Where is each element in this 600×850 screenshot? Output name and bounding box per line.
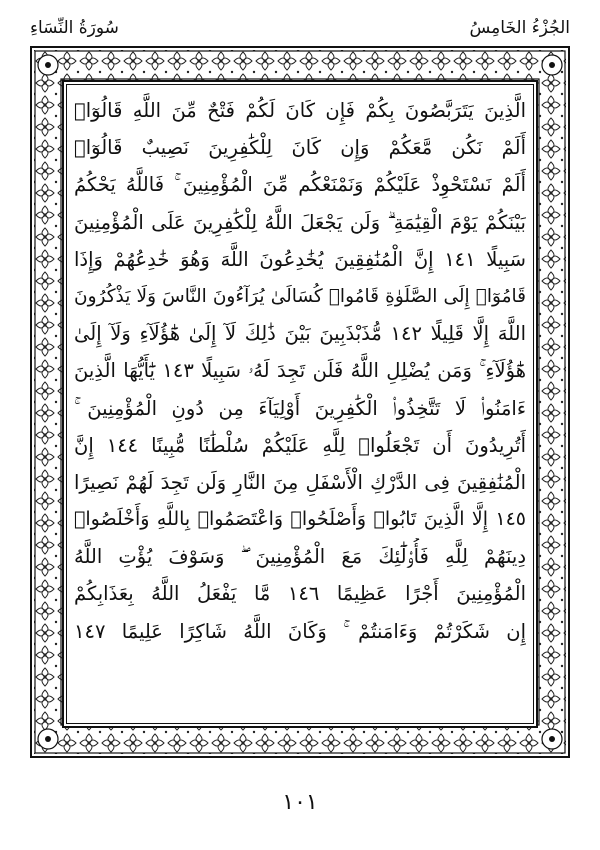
text-line: أَتُرِيدُونَ أَن تَجْعَلُوا۟ لِلَّهِ عَلَيْكُمْ سُلْطَٰنًا مُّبِينًا ١٤٤ إِنَّ	[74, 433, 526, 457]
juz-name: الجُزْءُ الخَامِسُ	[469, 18, 570, 38]
text-line: إِن شَكَرْتُمْ وَءَامَنتُمْ ۚ وَكَانَ اللَّهُ شَاكِرًا عَلِيمًا ١٤٧	[74, 619, 526, 643]
text-line: ءَامَنُوا۟ لَا تَتَّخِذُوا۟ الْكَٰفِرِينَ أَوْلِيَآءَ مِن دُونِ الْمُؤْمِنِينَ ۚ	[74, 396, 526, 420]
surah-name: سُورَةُ النِّسَاءِ	[30, 18, 119, 38]
text-line: أَلَمْ نَسْتَحْوِذْ عَلَيْكُمْ وَنَمْنَعْكُم مِّنَ الْمُؤْمِنِينَ ۚ فَاللَّهُ يَحْكُمُ	[74, 173, 526, 197]
text-line: بَيْنَكُمْ يَوْمَ الْقِيَٰمَةِ ۗ وَلَن يَجْعَلَ اللَّهُ لِلْكَٰفِرِينَ عَلَى الْمُؤْمِنِينَ	[74, 210, 526, 234]
quran-text-block	[74, 92, 526, 724]
text-line: الَّذِينَ يَتَرَبَّصُونَ بِكُمْ فَإِن كَانَ لَكُمْ فَتْحٌ مِّنَ اللَّهِ قَالُوٓا۟	[74, 99, 526, 122]
text-line: هَٰٓؤُلَآءِ ۚ وَمَن يُضْلِلِ اللَّهُ فَلَن تَجِدَ لَهُۥ سَبِيلًا ١٤٣ يَٰٓأَيُّهَا الَّذِينَ	[74, 359, 526, 383]
page-header	[30, 18, 570, 42]
text-line: دِينَهُمْ لِلَّهِ فَأُو۟لَٰٓئِكَ مَعَ الْمُؤْمِنِينَ ۖ وَسَوْفَ يُؤْتِ اللَّهُ	[74, 545, 526, 569]
text-line: أَلَمْ نَكُن مَّعَكُمْ وَإِن كَانَ لِلْكَٰفِرِينَ نَصِيبٌ قَالُوٓا۟	[74, 136, 526, 160]
text-line: الْمُؤْمِنِينَ أَجْرًا عَظِيمًا ١٤٦ مَّا يَفْعَلُ اللَّهُ بِعَذَابِكُمْ	[74, 582, 526, 606]
text-line: الْمُنَٰفِقِينَ فِى الدَّرْكِ الْأَسْفَلِ مِنَ النَّارِ وَلَن تَجِدَ لَهُمْ نَصِيرًا	[74, 470, 526, 494]
text-line: سَبِيلًا ١٤١ إِنَّ الْمُنَٰفِقِينَ يُخَٰدِعُونَ اللَّهَ وَهُوَ خَٰدِعُهُمْ وَإِذَا	[74, 247, 526, 271]
text-line: اللَّهَ إِلَّا قَلِيلًا ١٤٢ مُّذَبْذَبِينَ بَيْنَ ذَٰلِكَ لَآ إِلَىٰ هَٰٓؤُلَآءِ وَلَآ إِلَىٰ	[74, 322, 526, 346]
text-line: ١٤٥ إِلَّا الَّذِينَ تَابُوا۟ وَأَصْلَحُوا۟ وَاعْتَصَمُوا۟ بِاللَّهِ وَأَخْلَصُوا۟	[74, 508, 526, 531]
page-number: ١٠١	[282, 790, 318, 815]
text-line: قَامُوٓا۟ إِلَى الصَّلَوٰةِ قَامُوا۟ كُسَالَىٰ يُرَآءُونَ النَّاسَ وَلَا يَذْكُرُونَ	[74, 285, 526, 307]
